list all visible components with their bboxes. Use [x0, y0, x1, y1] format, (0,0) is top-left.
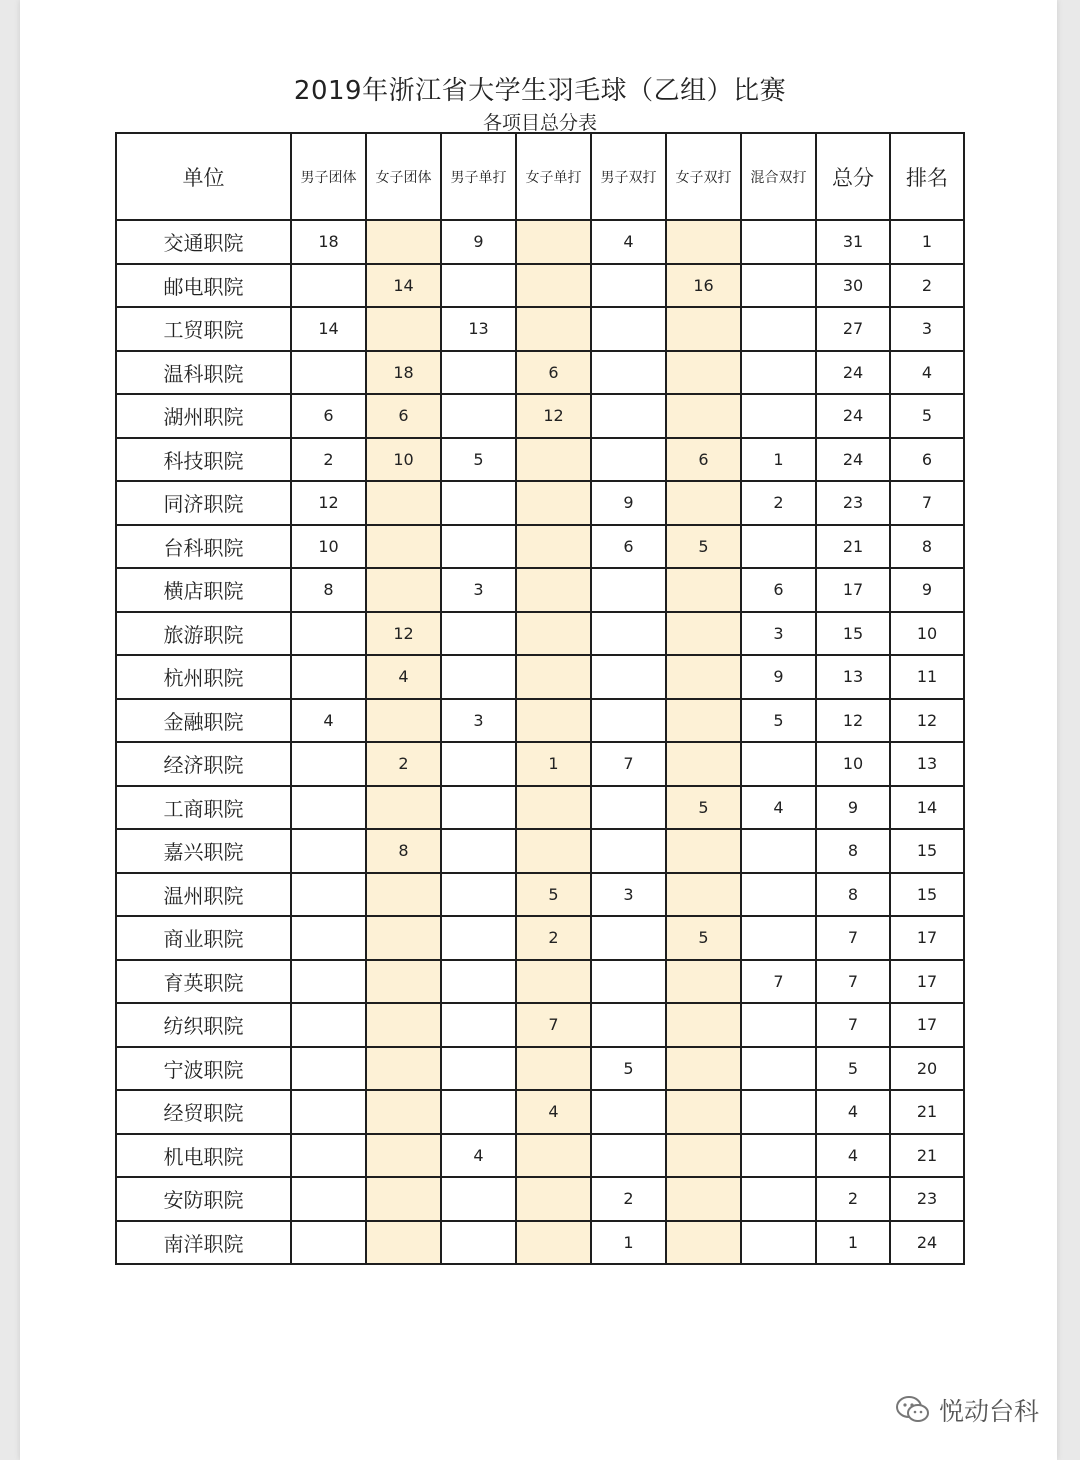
- cell-total: 12: [816, 699, 890, 743]
- cell-men-team: [291, 873, 366, 917]
- unit-name-cell: 杭州职院: [116, 655, 291, 699]
- cell-men-doubles: 6: [591, 525, 666, 569]
- unit-name-cell: 邮电职院: [116, 264, 291, 308]
- wechat-icon: [895, 1395, 931, 1425]
- cell-men-team: [291, 1090, 366, 1134]
- cell-mixed-doubles: 7: [741, 960, 816, 1004]
- document-title: 2019年浙江省大学生羽毛球（乙组）比赛: [293, 76, 787, 106]
- cell-men-doubles: [591, 438, 666, 482]
- cell-men-team: [291, 264, 366, 308]
- cell-women-doubles: [666, 655, 741, 699]
- header-unit: 单位: [116, 133, 291, 220]
- cell-men-doubles: [591, 351, 666, 395]
- cell-women-team: 2: [366, 742, 441, 786]
- cell-men-singles: 13: [441, 307, 516, 351]
- cell-women-team: 10: [366, 438, 441, 482]
- cell-men-team: 18: [291, 220, 366, 264]
- unit-name-cell: 旅游职院: [116, 612, 291, 656]
- cell-total: 27: [816, 307, 890, 351]
- header-total: 总分: [816, 133, 890, 220]
- cell-women-team: [366, 307, 441, 351]
- cell-men-singles: [441, 525, 516, 569]
- cell-total: 2: [816, 1177, 890, 1221]
- cell-women-doubles: [666, 220, 741, 264]
- cell-total: 30: [816, 264, 890, 308]
- cell-women-team: [366, 568, 441, 612]
- cell-total: 24: [816, 438, 890, 482]
- cell-total: 4: [816, 1090, 890, 1134]
- cell-women-doubles: [666, 1177, 741, 1221]
- cell-mixed-doubles: 1: [741, 438, 816, 482]
- cell-total: 15: [816, 612, 890, 656]
- cell-men-singles: [441, 742, 516, 786]
- table-row: [116, 1047, 964, 1091]
- cell-women-team: [366, 1090, 441, 1134]
- cell-women-doubles: [666, 960, 741, 1004]
- cell-men-singles: [441, 655, 516, 699]
- cell-men-doubles: [591, 655, 666, 699]
- cell-men-singles: [441, 873, 516, 917]
- watermark-text: 悦动台科: [939, 1397, 1040, 1426]
- cell-men-doubles: [591, 307, 666, 351]
- unit-name-cell: 科技职院: [116, 438, 291, 482]
- cell-rank: 24: [890, 1221, 964, 1265]
- unit-name-cell: 工商职院: [116, 786, 291, 830]
- cell-women-doubles: [666, 829, 741, 873]
- cell-mixed-doubles: [741, 829, 816, 873]
- cell-men-doubles: 5: [591, 1047, 666, 1091]
- cell-men-doubles: 4: [591, 220, 666, 264]
- header-women-singles: 女子单打: [516, 133, 591, 220]
- table-row: [116, 1003, 964, 1047]
- cell-total: 8: [816, 873, 890, 917]
- unit-name-cell: 交通职院: [116, 220, 291, 264]
- cell-men-doubles: [591, 829, 666, 873]
- cell-women-team: 12: [366, 612, 441, 656]
- table-row: [116, 525, 964, 569]
- cell-mixed-doubles: [741, 1090, 816, 1134]
- header-women-doubles: 女子双打: [666, 133, 741, 220]
- cell-rank: 17: [890, 960, 964, 1004]
- cell-men-doubles: [591, 699, 666, 743]
- unit-name-cell: 同济职院: [116, 481, 291, 525]
- unit-name-cell: 商业职院: [116, 916, 291, 960]
- cell-women-team: [366, 786, 441, 830]
- cell-men-team: [291, 829, 366, 873]
- cell-men-team: [291, 612, 366, 656]
- cell-mixed-doubles: [741, 916, 816, 960]
- cell-women-singles: [516, 264, 591, 308]
- header-men-singles: 男子单打: [441, 133, 516, 220]
- cell-women-singles: [516, 1177, 591, 1221]
- cell-women-doubles: [666, 612, 741, 656]
- cell-total: 8: [816, 829, 890, 873]
- cell-women-singles: [516, 568, 591, 612]
- cell-rank: 2: [890, 264, 964, 308]
- cell-men-singles: [441, 1177, 516, 1221]
- cell-women-doubles: [666, 1047, 741, 1091]
- header-men-doubles: 男子双打: [591, 133, 666, 220]
- cell-rank: 1: [890, 220, 964, 264]
- cell-rank: 4: [890, 351, 964, 395]
- unit-name-cell: 机电职院: [116, 1134, 291, 1178]
- cell-mixed-doubles: 6: [741, 568, 816, 612]
- cell-men-singles: [441, 1047, 516, 1091]
- unit-name-cell: 台科职院: [116, 525, 291, 569]
- cell-women-doubles: [666, 1003, 741, 1047]
- cell-women-team: [366, 960, 441, 1004]
- cell-women-singles: [516, 1221, 591, 1265]
- table-row: [116, 481, 964, 525]
- cell-women-doubles: 6: [666, 438, 741, 482]
- cell-total: 7: [816, 960, 890, 1004]
- cell-mixed-doubles: [741, 1047, 816, 1091]
- unit-name-cell: 经贸职院: [116, 1090, 291, 1134]
- cell-rank: 11: [890, 655, 964, 699]
- cell-women-doubles: [666, 1090, 741, 1134]
- cell-mixed-doubles: 2: [741, 481, 816, 525]
- cell-women-singles: 7: [516, 1003, 591, 1047]
- cell-women-singles: [516, 481, 591, 525]
- cell-men-team: 10: [291, 525, 366, 569]
- cell-men-team: 14: [291, 307, 366, 351]
- cell-men-team: 2: [291, 438, 366, 482]
- cell-women-team: [366, 699, 441, 743]
- cell-women-singles: 4: [516, 1090, 591, 1134]
- header-men-team: 男子团体: [291, 133, 366, 220]
- cell-men-doubles: [591, 786, 666, 830]
- cell-women-team: [366, 1047, 441, 1091]
- cell-men-singles: [441, 612, 516, 656]
- cell-men-team: [291, 1221, 366, 1265]
- cell-men-singles: [441, 1221, 516, 1265]
- cell-total: 7: [816, 1003, 890, 1047]
- cell-rank: 15: [890, 829, 964, 873]
- cell-men-team: [291, 742, 366, 786]
- header-row: [116, 133, 964, 220]
- cell-women-singles: 5: [516, 873, 591, 917]
- cell-rank: 21: [890, 1134, 964, 1178]
- table-row: [116, 960, 964, 1004]
- cell-rank: 21: [890, 1090, 964, 1134]
- cell-rank: 9: [890, 568, 964, 612]
- cell-rank: 17: [890, 916, 964, 960]
- cell-men-singles: [441, 960, 516, 1004]
- cell-women-doubles: 5: [666, 916, 741, 960]
- cell-rank: 7: [890, 481, 964, 525]
- cell-men-team: [291, 1003, 366, 1047]
- cell-men-singles: [441, 829, 516, 873]
- cell-women-team: [366, 1003, 441, 1047]
- unit-name-cell: 横店职院: [116, 568, 291, 612]
- cell-men-doubles: [591, 264, 666, 308]
- cell-women-team: 18: [366, 351, 441, 395]
- cell-men-doubles: 2: [591, 1177, 666, 1221]
- cell-total: 17: [816, 568, 890, 612]
- cell-women-singles: [516, 307, 591, 351]
- cell-men-doubles: 3: [591, 873, 666, 917]
- cell-men-team: [291, 960, 366, 1004]
- table-row: [116, 655, 964, 699]
- header-women-team: 女子团体: [366, 133, 441, 220]
- cell-women-team: [366, 481, 441, 525]
- cell-total: 4: [816, 1134, 890, 1178]
- cell-mixed-doubles: 3: [741, 612, 816, 656]
- cell-women-doubles: 16: [666, 264, 741, 308]
- cell-total: 7: [816, 916, 890, 960]
- table-row: [116, 873, 964, 917]
- cell-men-singles: [441, 351, 516, 395]
- cell-mixed-doubles: [741, 394, 816, 438]
- table-row: [116, 220, 964, 264]
- unit-name-cell: 嘉兴职院: [116, 829, 291, 873]
- cell-men-doubles: [591, 1003, 666, 1047]
- cell-men-singles: 3: [441, 568, 516, 612]
- cell-men-team: [291, 1134, 366, 1178]
- table-row: [116, 264, 964, 308]
- cell-mixed-doubles: [741, 220, 816, 264]
- cell-women-doubles: 5: [666, 525, 741, 569]
- cell-women-team: 4: [366, 655, 441, 699]
- header-mixed-doubles: 混合双打: [741, 133, 816, 220]
- unit-name-cell: 金融职院: [116, 699, 291, 743]
- unit-name-cell: 温科职院: [116, 351, 291, 395]
- cell-women-team: [366, 1134, 441, 1178]
- table-row: [116, 394, 964, 438]
- table-row: [116, 742, 964, 786]
- cell-men-singles: [441, 786, 516, 830]
- cell-women-doubles: [666, 1221, 741, 1265]
- cell-rank: 12: [890, 699, 964, 743]
- cell-women-doubles: [666, 307, 741, 351]
- cell-men-singles: 4: [441, 1134, 516, 1178]
- cell-mixed-doubles: [741, 525, 816, 569]
- cell-women-team: 8: [366, 829, 441, 873]
- cell-rank: 6: [890, 438, 964, 482]
- cell-women-singles: 12: [516, 394, 591, 438]
- cell-women-singles: 6: [516, 351, 591, 395]
- cell-men-doubles: 1: [591, 1221, 666, 1265]
- cell-men-singles: [441, 264, 516, 308]
- cell-rank: 13: [890, 742, 964, 786]
- table-row: [116, 307, 964, 351]
- cell-women-singles: [516, 829, 591, 873]
- cell-men-singles: 9: [441, 220, 516, 264]
- cell-men-singles: 5: [441, 438, 516, 482]
- cell-rank: 15: [890, 873, 964, 917]
- cell-rank: 3: [890, 307, 964, 351]
- cell-total: 23: [816, 481, 890, 525]
- table-row: [116, 1090, 964, 1134]
- cell-women-team: [366, 916, 441, 960]
- header-rank: 排名: [890, 133, 964, 220]
- unit-name-cell: 湖州职院: [116, 394, 291, 438]
- unit-name-cell: 南洋职院: [116, 1221, 291, 1265]
- cell-women-team: [366, 1177, 441, 1221]
- cell-mixed-doubles: [741, 1177, 816, 1221]
- cell-men-doubles: [591, 612, 666, 656]
- table-row: [116, 438, 964, 482]
- cell-men-team: [291, 655, 366, 699]
- cell-women-team: [366, 220, 441, 264]
- table-row: [116, 351, 964, 395]
- cell-mixed-doubles: [741, 307, 816, 351]
- cell-total: 24: [816, 351, 890, 395]
- cell-men-doubles: [591, 960, 666, 1004]
- table-row: [116, 1134, 964, 1178]
- cell-total: 9: [816, 786, 890, 830]
- unit-name-cell: 育英职院: [116, 960, 291, 1004]
- cell-men-team: 8: [291, 568, 366, 612]
- cell-mixed-doubles: [741, 1134, 816, 1178]
- cell-rank: 5: [890, 394, 964, 438]
- cell-women-singles: [516, 699, 591, 743]
- cell-women-singles: [516, 220, 591, 264]
- cell-women-team: [366, 525, 441, 569]
- cell-men-team: [291, 916, 366, 960]
- cell-mixed-doubles: [741, 742, 816, 786]
- cell-women-doubles: [666, 351, 741, 395]
- cell-mixed-doubles: [741, 351, 816, 395]
- cell-men-singles: [441, 481, 516, 525]
- watermark: [895, 1392, 1039, 1428]
- table-row: [116, 699, 964, 743]
- cell-men-team: [291, 786, 366, 830]
- cell-women-team: [366, 873, 441, 917]
- table-row: [116, 568, 964, 612]
- cell-women-singles: [516, 1047, 591, 1091]
- cell-rank: 8: [890, 525, 964, 569]
- cell-women-doubles: [666, 568, 741, 612]
- cell-women-team: 6: [366, 394, 441, 438]
- cell-men-team: 6: [291, 394, 366, 438]
- cell-total: 10: [816, 742, 890, 786]
- cell-women-doubles: [666, 873, 741, 917]
- unit-name-cell: 纺织职院: [116, 1003, 291, 1047]
- cell-rank: 14: [890, 786, 964, 830]
- cell-women-singles: [516, 612, 591, 656]
- cell-men-singles: 3: [441, 699, 516, 743]
- cell-men-team: [291, 1177, 366, 1221]
- cell-rank: 20: [890, 1047, 964, 1091]
- cell-total: 24: [816, 394, 890, 438]
- cell-men-doubles: [591, 568, 666, 612]
- cell-mixed-doubles: 4: [741, 786, 816, 830]
- cell-women-singles: 2: [516, 916, 591, 960]
- cell-men-team: [291, 1047, 366, 1091]
- unit-name-cell: 温州职院: [116, 873, 291, 917]
- unit-name-cell: 安防职院: [116, 1177, 291, 1221]
- table-row: [116, 612, 964, 656]
- table-row: [116, 786, 964, 830]
- cell-rank: 23: [890, 1177, 964, 1221]
- cell-men-doubles: 9: [591, 481, 666, 525]
- cell-men-doubles: 7: [591, 742, 666, 786]
- cell-men-team: 12: [291, 481, 366, 525]
- cell-men-singles: [441, 1090, 516, 1134]
- cell-women-singles: [516, 1134, 591, 1178]
- cell-women-singles: [516, 525, 591, 569]
- cell-men-team: [291, 351, 366, 395]
- cell-women-team: [366, 1221, 441, 1265]
- unit-name-cell: 宁波职院: [116, 1047, 291, 1091]
- cell-total: 1: [816, 1221, 890, 1265]
- cell-mixed-doubles: [741, 1221, 816, 1265]
- cell-men-doubles: [591, 916, 666, 960]
- table-row: [116, 1221, 964, 1265]
- cell-women-doubles: [666, 699, 741, 743]
- cell-rank: 10: [890, 612, 964, 656]
- cell-men-singles: [441, 394, 516, 438]
- cell-women-singles: [516, 960, 591, 1004]
- unit-name-cell: 工贸职院: [116, 307, 291, 351]
- cell-women-singles: [516, 655, 591, 699]
- cell-men-singles: [441, 1003, 516, 1047]
- cell-mixed-doubles: 9: [741, 655, 816, 699]
- cell-women-team: 14: [366, 264, 441, 308]
- cell-women-doubles: 5: [666, 786, 741, 830]
- table-row: [116, 1177, 964, 1221]
- cell-mixed-doubles: [741, 873, 816, 917]
- cell-men-doubles: [591, 394, 666, 438]
- cell-women-singles: [516, 438, 591, 482]
- cell-men-singles: [441, 916, 516, 960]
- cell-women-singles: 1: [516, 742, 591, 786]
- cell-women-singles: [516, 786, 591, 830]
- cell-mixed-doubles: [741, 264, 816, 308]
- cell-total: 13: [816, 655, 890, 699]
- cell-women-doubles: [666, 1134, 741, 1178]
- cell-women-doubles: [666, 394, 741, 438]
- cell-men-doubles: [591, 1134, 666, 1178]
- cell-men-doubles: [591, 1090, 666, 1134]
- cell-total: 21: [816, 525, 890, 569]
- cell-mixed-doubles: 5: [741, 699, 816, 743]
- cell-men-team: 4: [291, 699, 366, 743]
- cell-women-doubles: [666, 481, 741, 525]
- cell-mixed-doubles: [741, 1003, 816, 1047]
- score-table: [115, 132, 965, 1265]
- cell-rank: 17: [890, 1003, 964, 1047]
- document-subtitle: 各项目总分表: [482, 112, 597, 134]
- table-row: [116, 916, 964, 960]
- unit-name-cell: 经济职院: [116, 742, 291, 786]
- cell-total: 5: [816, 1047, 890, 1091]
- table-row: [116, 829, 964, 873]
- cell-total: 31: [816, 220, 890, 264]
- cell-women-doubles: [666, 742, 741, 786]
